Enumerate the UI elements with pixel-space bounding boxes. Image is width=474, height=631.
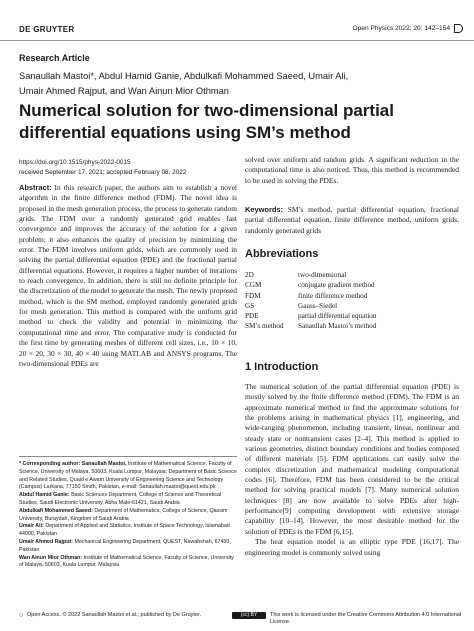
footnote-text: Department of Mathematics, College of Science, Qassim University, Buraydah, Kingdom of Saudi Arabia [19, 507, 228, 522]
abbreviation-value: Sanaullah Mastoi’s method [298, 322, 377, 331]
footnote-label: Umair Ali: [19, 523, 44, 530]
abbreviation-value: two-dimensional [298, 271, 347, 279]
copyright-notice: Open Access. © 2022 Sanaullah Mastoi et al., published by De Gruyter. [27, 612, 202, 618]
abstract-text: In this research paper, the authors aim to establish a novel algorithm in the finite difference method (FDM). The novel idea is proposed in the mesh generation process, the process to generate random grids. The FDM over a randomly generated grid enables fast convergence and improves the accuracy of the solution for a given problem; it also enhances the quality of precision by minimizing the error. The FDM involves uniform grids, which are commonly used in solving the partial differential equation (PDE) and the fractional partial differential equations. However, it requires a higher number of iterations to reach convergence. In addition, there is still no definite principle for the discretization of the model to generate the mesh. The newly proposed method, which is the SM method, employed randomly generated grids for mesh generation. This method is compared with the uniform grid method to check the validity and potential in minimizing the computational time and error. The comparative study is conducted for the first time by generating meshes of different cell sizes, i.e., 10 × 10, 20 × 20, 30 × 30, 40 × 40 using MATLAB and ANSYS programs. The two-dimensional PDEs are [19, 183, 238, 368]
abbreviation-key: 2D [245, 271, 254, 279]
abbreviation-key: SM’s method [245, 322, 284, 331]
abbreviation-row [245, 311, 459, 321]
abbreviation-key: CGM [245, 281, 262, 290]
keywords-text: SM’s method, partial differential equation, fractional partial differential equation, finite difference method, uniform grids, randomly generated grids [245, 205, 459, 235]
keywords-label: Keywords: [245, 205, 284, 214]
footnote-label: Wan Ainun Mior Othman: [19, 554, 83, 561]
footnote-affiliation [19, 555, 237, 571]
open-access-logo-icon [454, 24, 463, 33]
open-access-lock-icon: ○ [19, 612, 24, 619]
article-type: Research Article [19, 53, 90, 63]
footnote-label: * Corresponding author: Sanaullah Mastoi, [19, 461, 127, 467]
footnote-label: Abdul Hamid Ganie: [19, 492, 70, 499]
journal-citation: Open Physics 2022; 20: 142–154 [352, 25, 450, 32]
cc-by-badge-icon: (cc) BY [232, 612, 266, 619]
abstract-continuation: solved over uniform and random grids. A significant reduction in the computational time is also noticed. Thus, this method is recommended to be used in solving the PDEs. [245, 155, 459, 185]
abbreviation-value: partial differential equation [298, 312, 377, 321]
abbreviations-table [245, 270, 459, 332]
footnote-text: Institute of Mathematical Science, Faculty of Science, University of Malaya, 50603, Kuala Lumpur, Malaysia; Department of Basic Science and Related Studies, Quaid e Awam University of Engineering Science and Technology (Campus) Larkana, 77150 Sindh, Pakistan, e-mail: Sanaullah.mastoi@quest.edu.pk [19, 461, 237, 491]
footnote-affiliation [19, 539, 237, 555]
abbreviation-value: conjugate gradient method [298, 281, 375, 290]
publisher-name: DE GRUYTER [19, 25, 75, 34]
abbreviation-row [245, 270, 459, 280]
footnote-affiliation [19, 508, 237, 524]
abbreviation-row [245, 280, 459, 290]
author-list [19, 69, 439, 99]
footnote-affiliation [19, 523, 237, 539]
authors-line-2: Umair Ahmed Rajput, and Wan Ainun Mior Othman [19, 86, 229, 96]
authors-line-1: Sanaullah Mastoi*, Abdul Hamid Ganie, Abdulkafi Mohammed Saeed, Umair Ali, [19, 71, 349, 81]
footnote-divider [19, 456, 237, 457]
journal-header [0, 0, 474, 41]
abbreviation-key: PDE [245, 312, 259, 321]
footnote-corresponding [19, 461, 237, 492]
abbreviation-key: FDM [245, 291, 261, 300]
title-line-1: Numerical solution for two-dimensional partial [19, 101, 394, 120]
footnote-affiliation [19, 492, 237, 508]
license-notice: This work is licensed under the Creative Commons Attribution 4.0 International License. [270, 612, 462, 625]
title-line-2: differential equations using SM’s method [19, 123, 351, 142]
doi-link[interactable]: https://doi.org/10.1515/phys-2022-0015 [19, 159, 131, 166]
abstract-label: Abstract: [19, 183, 52, 192]
abstract [19, 183, 237, 369]
footnote-text: Mechanical Engineering Department, QUEST, Nawabshah, 67450, Pakistan [19, 538, 231, 553]
abbreviations-heading: Abbreviations [245, 248, 319, 260]
author-affiliations [19, 461, 237, 570]
abbreviation-value: Gauss–Siedel [298, 301, 338, 310]
introduction-body [245, 382, 459, 558]
article-meta [19, 158, 234, 177]
intro-paragraph: The numerical solution of the partial differential equation (PDE) is mostly solved by the finite difference method (FDM). The FDM is an approximate numerical method to find the approximate solutions for the problems arising in mathematical physics [1], engineering, and wide-ranging phenomenon, including transient, linear, nonlinear and steady state or nontransient cases [2–4]. This method is applied to various geometries, distinct boundary conditions and bodies composed of different materials [5]. FDM applications can easily solve the complex discretization and mathematical modeling computational codes [6]. Therefore, FDM has been considered to be the critical method for solving practical models [7]. Many numerical solution techniques [8] are now available to solve PDEs after high-performance[9] computing development with extensive storage capability [10–14]. However, the most desirable method for the solution of PDEs is the FDM [6,15]. [245, 382, 459, 536]
footnote-text: Department of Applied and Statistics, Institute of Space Technology, Islamabad 44000, Pakistan [19, 523, 230, 538]
footnote-text: Institute of Mathematical Science, Faculty of Science, University of Malaya, 50603, Kuala Lumpur, Malaysia [19, 554, 234, 569]
footnote-label: Umair Ahmed Rajput: [19, 538, 73, 545]
abbreviation-row [245, 301, 459, 311]
keywords [245, 205, 459, 236]
intro-paragraph: The heat equation model is an elliptic type PDE [16,17]. The engineering model is commonly solved using [245, 537, 459, 557]
paper-title [19, 100, 459, 144]
abbreviation-row [245, 291, 459, 301]
submission-dates: received September 17, 2021; accepted February 08, 2022 [19, 168, 187, 176]
footnote-label: Abdulkafi Mohammed Saeed: [19, 507, 93, 514]
abbreviation-key: GS [245, 301, 255, 310]
abbreviation-value: finite difference method [298, 291, 368, 300]
abbreviation-row [245, 321, 459, 331]
footnote-text: Basic Sciences Department, College of Science and Theoretical Studies, Saudi Electronic University, Abha Male-61421, Saudi Arabia [19, 492, 222, 506]
introduction-heading: 1 Introduction [245, 361, 319, 373]
